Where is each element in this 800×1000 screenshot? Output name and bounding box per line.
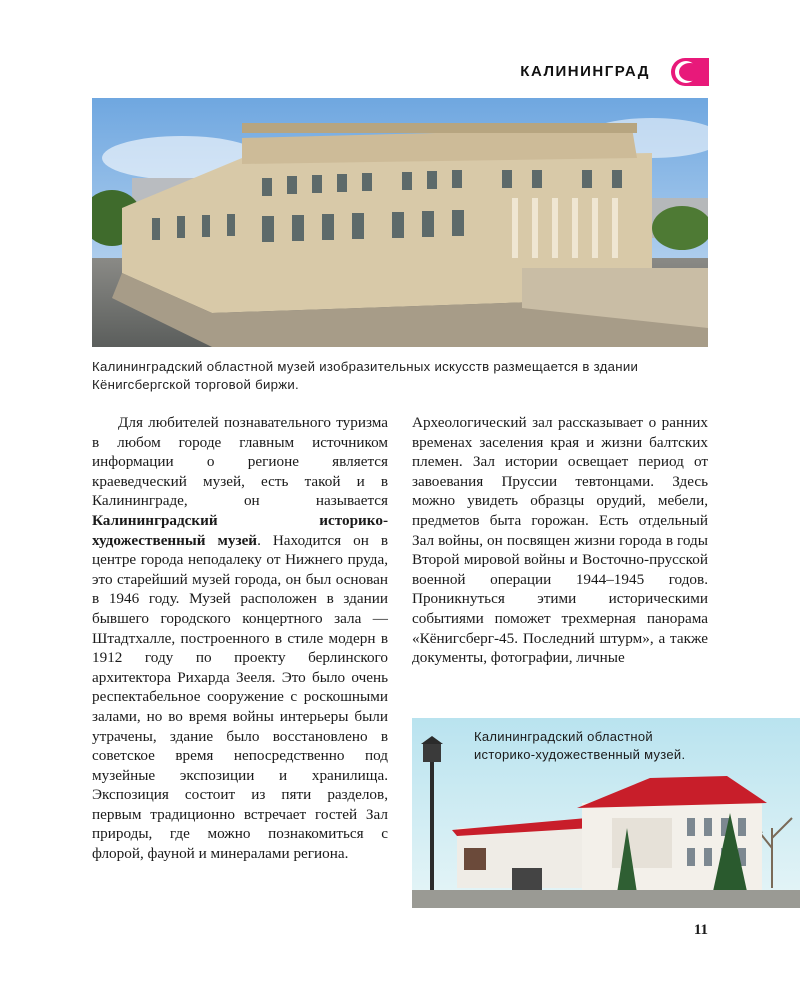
photo-caption: Калининградский областной музей изобразительных искусств размещается в здании Кёнигсбергской торговой биржи. — [92, 359, 639, 392]
text-column-right — [412, 413, 708, 668]
photo-caption-2: Калининградский областной историко-художественный музей. — [474, 729, 686, 762]
page-number: 11 — [693, 922, 708, 938]
photo-art-museum — [92, 98, 708, 347]
paragraph: Для любителей познавательного туризма в любом городе главным источником информации о регионе является краеведческий музей, есть такой и в Калининграде, он называется Калининградский историко-художественный музей. Находится он в центре города неподалеку от Нижнего пруда, это старейший музей города, он был основан в 1946 году. Музей расположен в здании бывшего городского концертного зала — Штадтхалле, построенного в стиле модерн в 1912 году по проекту берлинского архитектора Рихарда Зееля. Это было очень респектабельное сооружение с роскошными залами, но во время войны интерьеры были утрачены, здание было восстановлено в советское время непосредственно под музейные экспозиции и хранилища. Экспозиция состоит из пяти разделов, первым традиционно встречает гостей Зал природы, где можно познакомиться с флорой, фауной и минералами региона. — [92, 414, 388, 863]
text-column-left — [92, 413, 388, 864]
chapter-title: КАЛИНИНГРАД — [520, 63, 650, 80]
paragraph: Археологический зал рассказывает о ранних временах заселения края и жизни балтских племен. Зал истории освещает период от завоевания Пруссии тевтонцами. Здесь можно увидеть образцы орудий, мебели, предметов быта горожан. Есть отдельный Зал войны, он посвящен жизни города в годы Второй мировой войны и Восточно-прусской военной операции 1944–1945 годов. Проникнуться этими историческими событиями поможет трехмерная панорама «Кёнигсберг-45. Последний штурм», а также документы, фотографии, личные — [412, 414, 708, 667]
chapter-tab-icon — [671, 58, 709, 86]
museum-name-bold: Калининградский историко-художественный музей — [92, 511, 388, 549]
